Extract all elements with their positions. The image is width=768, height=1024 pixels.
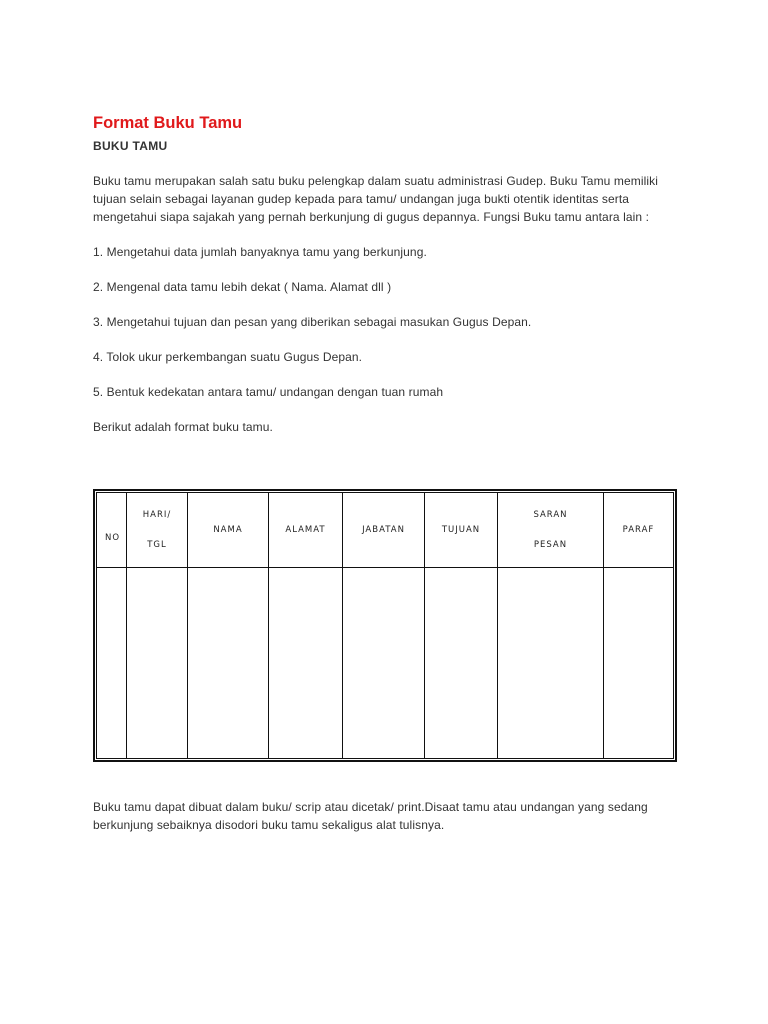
table-row xyxy=(96,568,674,759)
footer-paragraph: Buku tamu dapat dibuat dalam buku/ scrip atau dicetak/ print.Disaat tamu atau undangan yang sedang berkunjung sebaiknya disodori buku tamu sekaligus alat tulisnya. xyxy=(93,800,648,832)
header-hari: HARI/ xyxy=(142,510,172,520)
table-cell-saran-pesan xyxy=(498,568,604,759)
footer-section xyxy=(93,798,683,834)
table-cell-tujuan xyxy=(425,568,498,759)
header-pesan: PESAN xyxy=(533,540,568,550)
header-saran-pesan xyxy=(498,492,604,568)
table-cell-jabatan xyxy=(343,568,425,759)
header-tgl: TGL xyxy=(147,540,167,550)
function-item-2: 2. Mengenal data tamu lebih dekat ( Nama. Alamat dll ) xyxy=(93,280,392,294)
intro-paragraph: Buku tamu merupakan salah satu buku pelengkap dalam suatu administrasi Gudep. Buku Tamu memiliki tujuan selain sebagai layanan gudep kepada para tamu/ undangan juga bukti otentik identitas serta mengetahui siapa sajakah yang pernah berkunjung di gugus depannya. Fungsi Buku tamu antara lain : xyxy=(93,174,659,224)
document-body xyxy=(93,113,683,436)
header-jabatan: JABATAN xyxy=(343,492,425,568)
function-item-1: 1. Mengetahui data jumlah banyaknya tamu yang berkunjung. xyxy=(93,245,427,259)
table-cell-nama xyxy=(188,568,269,759)
header-tujuan: TUJUAN xyxy=(425,492,498,568)
page-title: Format Buku Tamu xyxy=(93,114,243,132)
section-heading: BUKU TAMU xyxy=(93,139,168,153)
table-cell-alamat xyxy=(269,568,343,759)
function-item-5: 5. Bentuk kedekatan antara tamu/ undangan dengan tuan rumah xyxy=(93,385,444,399)
table-cell-no xyxy=(96,568,127,759)
table-cell-paraf xyxy=(604,568,674,759)
header-alamat: ALAMAT xyxy=(269,492,343,568)
table-cell-hari-tgl xyxy=(127,568,188,759)
header-paraf: PARAF xyxy=(604,492,674,568)
table-header-row xyxy=(96,492,674,568)
header-saran: SARAN xyxy=(533,510,568,520)
header-hari-tgl xyxy=(127,492,188,568)
table-intro-text: Berikut adalah format buku tamu. xyxy=(93,420,273,434)
header-nama: NAMA xyxy=(188,492,269,568)
guestbook-table xyxy=(93,489,677,762)
function-item-3: 3. Mengetahui tujuan dan pesan yang diberikan sebagai masukan Gugus Depan. xyxy=(93,315,532,329)
function-item-4: 4. Tolok ukur perkembangan suatu Gugus Depan. xyxy=(93,350,363,364)
header-no: NO xyxy=(96,492,127,568)
